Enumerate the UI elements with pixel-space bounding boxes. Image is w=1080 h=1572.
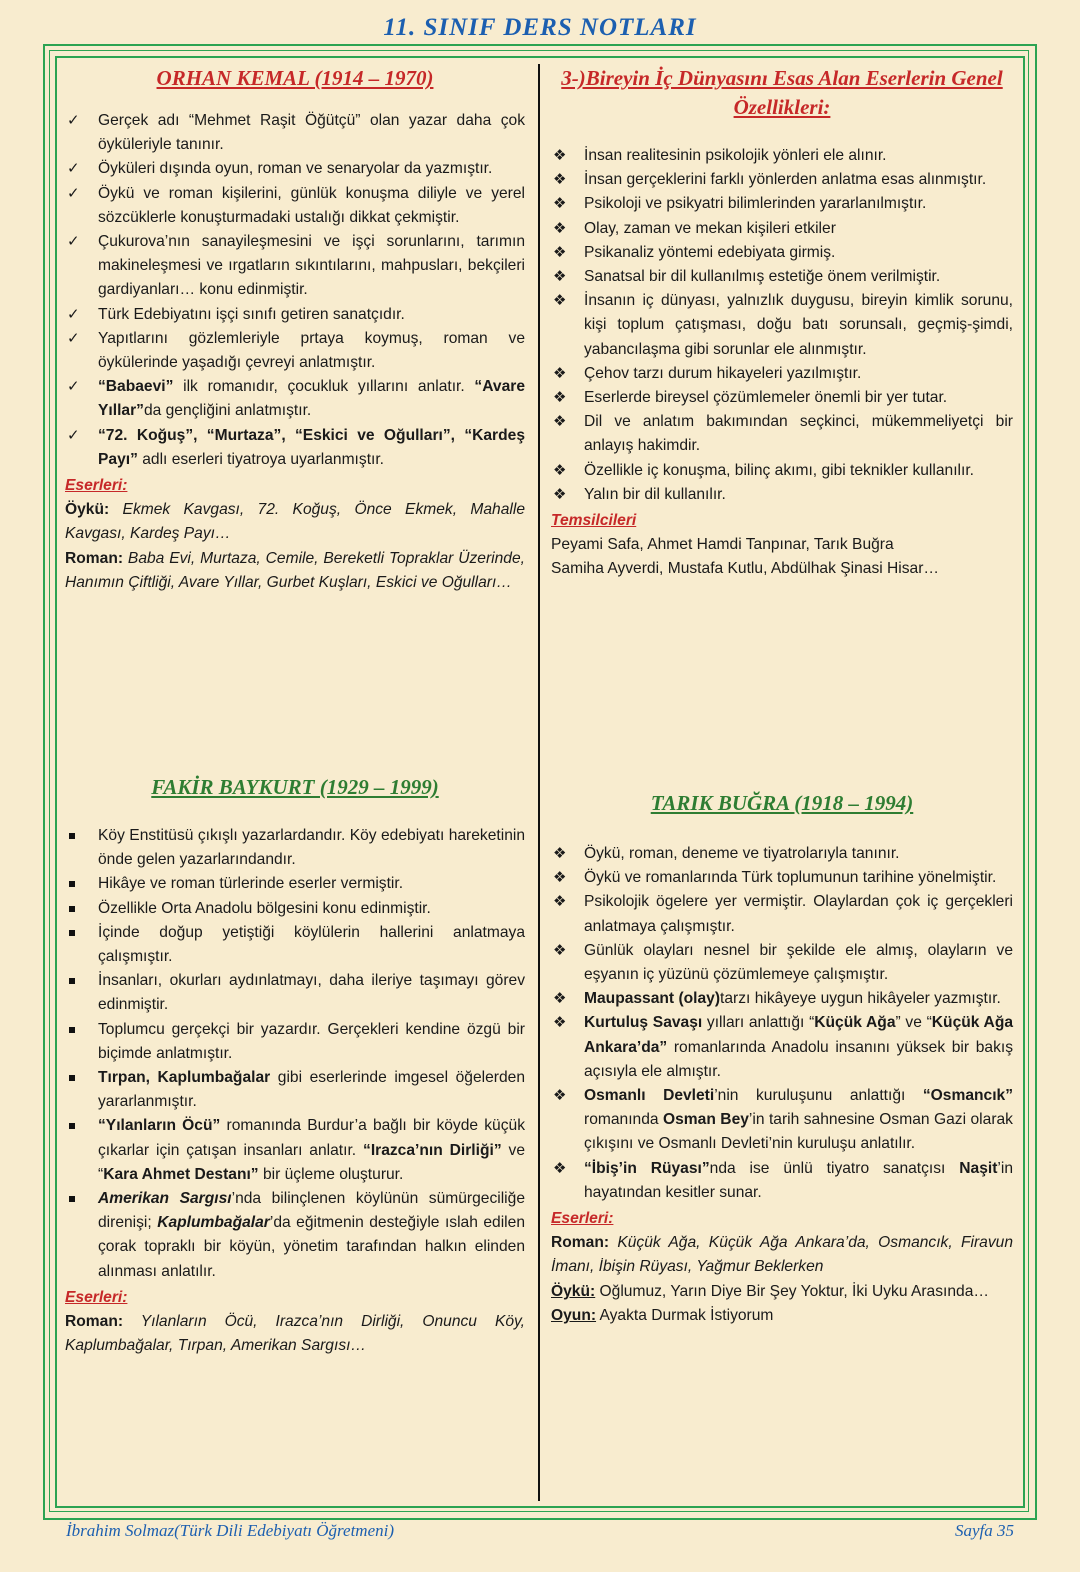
square-bullet-icon (69, 1196, 75, 1202)
tarik-bugra-list (551, 842, 1013, 1205)
list-item: Tırpan, Kaplumbağalar gibi eserlerinde imgesel öğelerden yararlanmıştır. (65, 1066, 525, 1114)
list-item: ✓ Öyküleri dışında oyun, roman ve senaryolar da yazmıştır. (65, 157, 525, 181)
square-bullet-icon (69, 881, 75, 887)
inner-reps-label: Temsilcileri (551, 512, 637, 530)
inner-world-section (551, 64, 1013, 582)
diamond-bullet-icon: ❖ (553, 485, 567, 503)
tarik-bugra-title: TARIK BUĞRA (1918 – 1994) (650, 791, 914, 815)
fakir-baykurt-section (65, 773, 525, 1358)
list-item: ❖ Maupassant (olay)tarzı hikâyeye uygun hikâyeler yazmıştır. (551, 987, 1013, 1011)
list-item: ❖ Psikolojik ögelere yer vermiştir. Olaylardan çok iç gerçekleri anlatmaya çalışmıştır. (551, 890, 1013, 938)
diamond-bullet-icon: ❖ (553, 869, 567, 887)
orhan-novels: Roman: Baba Evi, Murtaza, Cemile, Bereketli Topraklar Üzerinde, Hanımın Çiftliği, Avare Yıllar, Gurbet Kuşları, Eskici ve Oğulları… (65, 549, 525, 591)
footer-page-number: Sayfa 35 (954, 1521, 1014, 1540)
diamond-bullet-icon: ❖ (553, 195, 567, 213)
list-item: ❖ Çehov tarzı durum hikayeleri yazılmıştır. (551, 362, 1013, 386)
list-item: İnsanları, okurları aydınlatmayı, daha ileriye taşımayı görev edinmiştir. (65, 969, 525, 1017)
list-item: ❖ “İbiş’in Rüyası”nda ise ünlü tiyatro sanatçısı Naşit’in hayatından kesitler sunar. (551, 1157, 1013, 1205)
check-icon: ✓ (67, 160, 80, 178)
list-item: ❖ İnsan gerçeklerini farklı yönlerden anlatma esas alınmıştır. (551, 168, 1013, 192)
list-item: ❖ İnsanın iç dünyası, yalnızlık duygusu, bireyin kimlik sorunu, kişi toplum çatışması, doğu batı sorunsalı, geçmiş-şimdi, yabancılaşma gibi sorunlar ele alınmıştır. (551, 289, 1013, 362)
list-item: ❖ Kurtuluş Savaşı yılları anlattığı “Küçük Ağa” ve “Küçük Ağa Ankara’da” romanlarında Anadolu insanını yüksek bir bakış açısıyla ele almıştır. (551, 1011, 1013, 1084)
list-item: ❖ Sanatsal bir dil kullanılmış estetiğe önem verilmiştir. (551, 265, 1013, 289)
list-item: ✓ Öykü ve roman kişilerini, günlük konuşma diliyle ve yerel sözcüklerle konuşturmadaki ustalığı dikkat çekmiştir. (65, 182, 525, 230)
fakir-baykurt-list (65, 824, 525, 1284)
diamond-bullet-icon: ❖ (553, 990, 567, 1008)
diamond-bullet-icon: ❖ (553, 147, 567, 164)
list-item: ❖ Psikanaliz yöntemi edebiyata girmiş. (551, 241, 1013, 265)
list-item: ✓ Türk Edebiyatını işçi sınıfı getiren sanatçıdır. (65, 303, 525, 327)
list-item: ❖ Öykü ve romanlarında Türk toplumunun tarihine yönelmiştir. (551, 866, 1013, 890)
tarik-bugra-section (551, 789, 1013, 1328)
check-icon: ✓ (67, 329, 80, 347)
column-divider (538, 64, 540, 1501)
list-item: ❖ Psikoloji ve psikyatri bilimlerinden yararlanılmıştır. (551, 192, 1013, 216)
square-bullet-icon (69, 906, 75, 912)
diamond-bullet-icon: ❖ (553, 1159, 567, 1177)
list-item: ❖ Eserlerde bireysel çözümlemeler önemli bir yer tutar. (551, 386, 1013, 410)
orhan-stories: Öykü: Ekmek Kavgası, 72. Koğuş, Önce Ekmek, Mahalle Kavgası, Kardeş Payı… (65, 501, 525, 543)
list-item: ✓ Gerçek adı “Mehmet Raşit Öğütçü” olan yazar daha çok öyküleriyle tanınır. (65, 109, 525, 157)
orhan-kemal-list (65, 109, 525, 472)
check-icon: ✓ (67, 426, 80, 444)
diamond-bullet-icon: ❖ (553, 845, 567, 862)
inner-reps-line-1: Peyami Safa, Ahmet Hamdi Tanpınar, Tarık Buğra (551, 536, 894, 554)
square-bullet-icon (69, 930, 75, 936)
fakir-works-label: Eserleri: (65, 1288, 128, 1306)
square-bullet-icon (69, 833, 75, 839)
list-item: İçinde doğup yetiştiği köylülerin hallerini anlatmaya çalışmıştır. (65, 921, 525, 969)
diamond-bullet-icon: ❖ (553, 243, 567, 261)
orhan-kemal-section (65, 64, 525, 595)
tarik-stories: Öykü: Oğlumuz, Yarın Diye Bir Şey Yoktur, İki Uyku Arasında… (551, 1282, 989, 1300)
diamond-bullet-icon: ❖ (553, 364, 567, 382)
list-item: Köy Enstitüsü çıkışlı yazarlardandır. Köy edebiyatı hareketinin önde gelen yazarlarındandır. (65, 824, 525, 872)
list-item: Özellikle Orta Anadolu bölgesini konu edinmiştir. (65, 897, 525, 921)
list-item: ✓ Yapıtlarını gözlemleriyle prtaya koymuş, roman ve öykülerinde yaşadığı çevreyi anlatmıştır. (65, 327, 525, 375)
diamond-bullet-icon: ❖ (553, 171, 567, 189)
tarik-novels: Roman: Küçük Ağa, Küçük Ağa Ankara’da, Osmancık, Firavun İmanı, İbişin Rüyası, Yağmur Beklerken (551, 1234, 1013, 1276)
list-item: Hikâye ve roman türlerinde eserler vermiştir. (65, 872, 525, 896)
check-icon: ✓ (67, 112, 80, 129)
diamond-bullet-icon: ❖ (553, 268, 567, 286)
list-item: ✓ Çukurova’nın sanayileşmesini ve işçi sorunlarını, tarımın makineleşmesi ve ırgatların sıkıntılarını, mahpusları, bekçileri gardiyanları… konu edinmiştir. (65, 230, 525, 303)
page-title: 11. SINIF DERS NOTLARI (383, 14, 697, 41)
tarik-plays: Oyun: Ayakta Durmak İstiyorum (551, 1306, 774, 1324)
fakir-novels: Roman: Yılanların Öcü, Irazca’nın Dirliği, Onuncu Köy, Kaplumbağalar, Tırpan, Amerikan Sargısı… (65, 1313, 525, 1355)
inner-world-list (551, 144, 1013, 507)
diamond-bullet-icon: ❖ (553, 893, 567, 911)
orhan-works-label: Eserleri: (65, 477, 128, 495)
list-item: Toplumcu gerçekçi bir yazardır. Gerçekleri kendine özgü bir biçimde anlatmıştır. (65, 1018, 525, 1066)
list-item: ❖ Öykü, roman, deneme ve tiyatrolarıyla tanınır. (551, 842, 1013, 866)
diamond-bullet-icon: ❖ (553, 941, 567, 959)
square-bullet-icon (69, 1075, 75, 1081)
list-item: ❖ Osmanlı Devleti’nin kuruluşunu anlattığı “Osmancık” romanında Osman Bey’in tarih sahnesine Osman Gazi olarak çıkışını ve Osmanlı Devleti’nin kuruluşu anlatılır. (551, 1084, 1013, 1157)
orhan-kemal-title: ORHAN KEMAL (1914 – 1970) (156, 66, 434, 90)
list-item: ❖ Günlük olayları nesnel bir şekilde ele almış, olayların ve eşyanın iç yüzünü çözümlemeye çalışmıştır. (551, 939, 1013, 987)
list-item: ❖ Dil ve anlatım bakımından seçkinci, mükemmeliyetçi bir anlayış hakimdir. (551, 410, 1013, 458)
list-item: ❖ Özellikle iç konuşma, bilinç akımı, gibi teknikler kullanılır. (551, 459, 1013, 483)
diamond-bullet-icon: ❖ (553, 461, 567, 479)
list-item: ❖ Yalın bir dil kullanılır. (551, 483, 1013, 507)
check-icon: ✓ (67, 305, 80, 323)
inner-world-title: 3-)Bireyin İç Dünyasını Esas Alan Eserlerin Genel Özellikleri: (561, 66, 1003, 119)
check-icon: ✓ (67, 378, 80, 396)
diamond-bullet-icon: ❖ (553, 1014, 567, 1032)
square-bullet-icon (69, 1123, 75, 1129)
list-item: ❖ İnsan realitesinin psikolojik yönleri ele alınır. (551, 144, 1013, 168)
diamond-bullet-icon: ❖ (553, 219, 567, 237)
diamond-bullet-icon: ❖ (553, 292, 567, 310)
list-item: ✓ “72. Koğuş”, “Murtaza”, “Eskici ve Oğulları”, “Kardeş Payı” adlı eserleri tiyatroya uyarlanmıştır. (65, 424, 525, 472)
list-item: ✓ “Babaevi” ilk romanıdır, çocukluk yıllarını anlatır. “Avare Yıllar”da gençliğini anlatmıştır. (65, 375, 525, 423)
diamond-bullet-icon: ❖ (553, 389, 567, 407)
tarik-works-label: Eserleri: (551, 1210, 614, 1228)
check-icon: ✓ (67, 184, 80, 202)
square-bullet-icon (69, 978, 75, 984)
list-item: “Yılanların Öcü” romanında Burdur’a bağlı bir köyde küçük çıkarlar için çatışan insanları anlatır. “Irazca’nın Dirliği” ve “Kara Ahmet Destanı” bir üçleme oluşturur. (65, 1114, 525, 1187)
fakir-baykurt-title: FAKİR BAYKURT (1929 – 1999) (151, 775, 439, 799)
square-bullet-icon (69, 1027, 75, 1033)
footer-author: İbrahim Solmaz(Türk Dili Edebiyatı Öğretmeni) (66, 1521, 394, 1540)
diamond-bullet-icon: ❖ (553, 413, 567, 431)
list-item: Amerikan Sargısı’nda bilinçlenen köylünün sümürgeciliğe direnişi; Kaplumbağalar’da eğitmenin desteğiyle ıslah edilen çorak topraklı bir köyün, yönetim tarafından halkın elinden alınması anlatılır. (65, 1187, 525, 1284)
check-icon: ✓ (67, 233, 80, 251)
inner-reps-line-2: Samiha Ayverdi, Mustafa Kutlu, Abdülhak Şinasi Hisar… (551, 560, 940, 578)
diamond-bullet-icon: ❖ (553, 1087, 567, 1105)
list-item: ❖ Olay, zaman ve mekan kişileri etkiler (551, 217, 1013, 241)
